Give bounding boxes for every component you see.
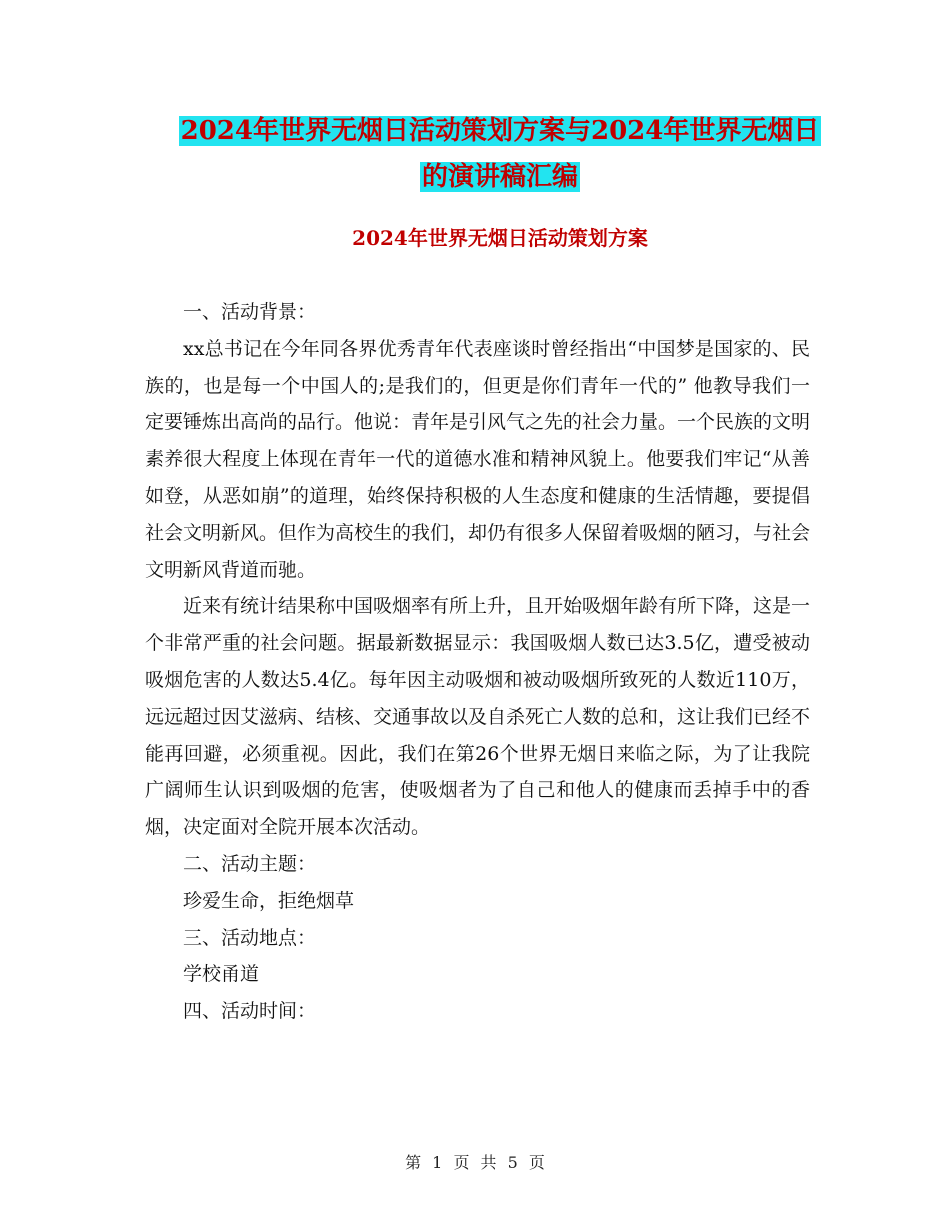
section-heading: 2024年世界无烟日活动策划方案 (352, 226, 648, 250)
heading-activity-location: 三、活动地点： (183, 926, 317, 949)
title-line-1: 2024年世界无烟日活动策划方案与2024年世界无烟日 (180, 116, 820, 146)
activity-location: 学校甬道 (183, 963, 260, 986)
document-body (145, 294, 810, 1030)
heading-activity-theme: 二、活动主题： (183, 852, 317, 875)
document-title (140, 108, 860, 200)
paragraph-background: xx总书记在今年同各界优秀青年代表座谈时曾经指出“中国梦是国家的、民族的，也是每一个中国人的;是我们的，但更是你们青年一代的” 他教导我们一定要锤炼出高尚的品行。他说：青年是引风气之先的社会力量。一个民族的文明素养很大程度上体现在青年一代的道德水准和精神风貌上。他要我们牢记“从善如登，从恶如崩”的道理，始终保持积极的人生态度和健康的生活情趣，要提倡社会文明新风。但作为高校生的我们，却仍有很多人保留着吸烟的陋习，与社会文明新风背道而驰。 (145, 337, 811, 581)
heading-activity-time: 四、活动时间： (183, 1000, 317, 1023)
heading-activity-background: 一、活动背景： (183, 301, 317, 323)
activity-theme: 珍爱生命，拒绝烟草 (183, 889, 355, 912)
title-line-2: 的演讲稿汇编 (421, 162, 578, 192)
paragraph-statistics: 近来有统计结果称中国吸烟率有所上升，且开始吸烟年龄有所下降，这是一个非常严重的社会问题。据最新数据显示：我国吸烟人数已达3.5亿，遭受被动吸烟危害的人数达5.4亿。每年因主动吸烟和被动吸烟所致死的人数近110万，远远超过因艾滋病、结核、交通事故以及自杀死亡人数的总和，这让我们已经不能再回避，必须重视。因此，我们在第26个世界无烟日来临之际，为了让我院广阔师生认识到吸烟的危害，使吸烟者为了自己和他人的健康而丢掉手中的香烟，决定面对全院开展本次活动。 (145, 595, 811, 839)
page-number: 第 1 页 共 5 页 (405, 1153, 545, 1172)
